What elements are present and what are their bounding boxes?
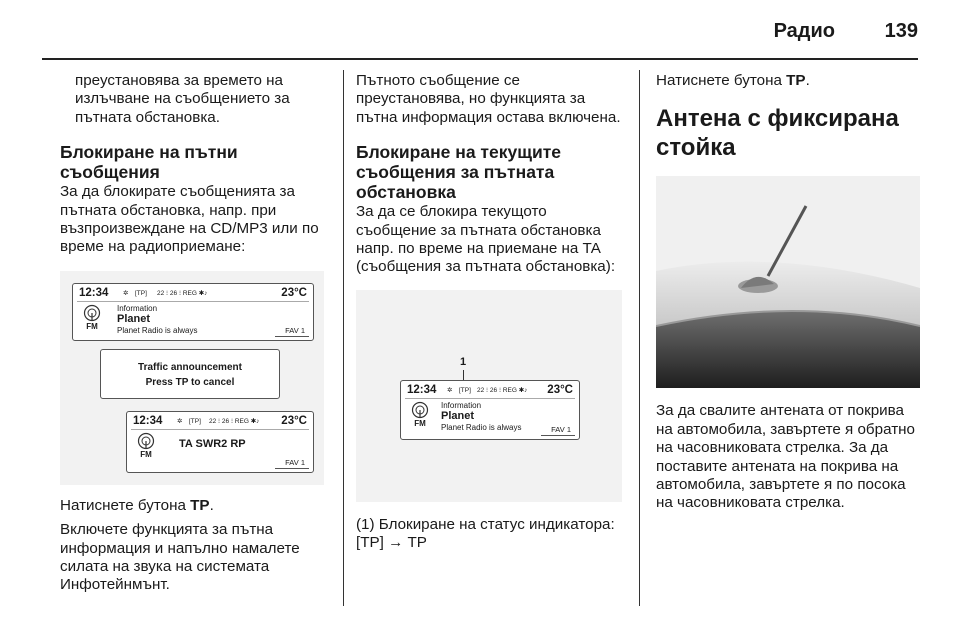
radio-icon bbox=[79, 304, 105, 334]
header-divider bbox=[42, 58, 918, 60]
popup-title: Traffic announcement bbox=[138, 361, 242, 373]
radio-icon bbox=[133, 432, 159, 462]
tp-indicator: [TP] bbox=[189, 417, 201, 425]
col2-intro: Пътното съобщение се преустановява, но функцията за пътна информация остава включена. bbox=[356, 72, 621, 126]
tp-key-label: TP bbox=[190, 496, 210, 514]
display-screen-1 bbox=[72, 283, 314, 341]
signal-icon: 22 ⁝ 26 ⁝ REG ✱♪ bbox=[157, 289, 208, 297]
fav-label: FAV 1 bbox=[275, 326, 309, 337]
clock-text: 12:34 bbox=[133, 414, 163, 427]
col1-body2: Включете функцията за пътна информация и напълно намалете силата на звука на системата Инфотейнмънт. bbox=[60, 521, 300, 594]
display-screen-2 bbox=[126, 411, 314, 473]
settings-icon: ✲ bbox=[177, 417, 183, 425]
band-label: FM bbox=[414, 418, 426, 428]
page-title: Радио bbox=[773, 20, 835, 42]
tp-indicator: [TP] bbox=[459, 386, 471, 394]
radio-text: Planet Radio is always bbox=[117, 325, 198, 335]
signal-icon: 22 ⁝ 26 ⁝ REG ✱♪ bbox=[477, 386, 528, 394]
col2-heading: Блокиране на текущите съобщения за пътната обстановка bbox=[356, 142, 562, 203]
clock-text: 12:34 bbox=[407, 383, 437, 396]
col3-heading: Антена с фиксирана стойка bbox=[656, 105, 899, 162]
popup-instruction: Press TP to cancel bbox=[145, 376, 235, 388]
settings-icon: ✲ bbox=[447, 386, 453, 394]
station-name: Planet bbox=[117, 312, 151, 325]
info-label: Information bbox=[441, 400, 482, 410]
station-name: TA SWR2 RP bbox=[179, 437, 246, 450]
temperature-text: 23°C bbox=[547, 383, 573, 396]
temperature-text: 23°C bbox=[281, 286, 307, 299]
page-header bbox=[0, 0, 960, 58]
settings-icon: ✲ bbox=[123, 289, 129, 297]
column-3 bbox=[656, 72, 922, 513]
status-bar bbox=[405, 383, 575, 399]
info-label: Information bbox=[117, 303, 158, 313]
page-number: 139 bbox=[884, 20, 918, 42]
callout-number: 1 bbox=[460, 355, 467, 368]
column-1 bbox=[60, 72, 326, 595]
traffic-figure bbox=[60, 271, 324, 485]
radio-icon bbox=[407, 401, 433, 431]
col1-body: За да блокирате съобщенията за пътната обстановка, напр. при възпроизвеждане на CD/MP3 или по време на радиоприемане: bbox=[60, 183, 319, 256]
col1-heading: Блокиране на пътни съобщения bbox=[60, 142, 238, 183]
clock-text: 12:34 bbox=[79, 286, 109, 299]
radio-text: Planet Radio is always bbox=[441, 422, 522, 432]
tp-key-label: TP bbox=[786, 72, 806, 89]
figure-caption: (1) Блокиране на статус индикатора: [TP] → TP bbox=[356, 515, 615, 552]
traffic-announcement-popup bbox=[100, 349, 280, 399]
antenna-photo bbox=[656, 176, 920, 388]
column-2 bbox=[356, 72, 626, 553]
fav-label: FAV 1 bbox=[275, 458, 309, 469]
col3-body: За да свалите антената от покрива на автомобила, завъртете я обратно на часовниковата стрелка. За да поставите антената на покрива на автомобила, завъртете я по посока на часовниковата стрелка. bbox=[656, 402, 915, 512]
display-screen bbox=[400, 380, 580, 440]
tp-status-figure bbox=[356, 290, 622, 502]
station-name: Planet bbox=[441, 409, 475, 422]
signal-icon: 22 ⁝ 26 ⁝ REG ✱♪ bbox=[209, 417, 260, 425]
col1-press-instruction: Натиснете бутона TP. bbox=[60, 496, 214, 514]
column-divider-2 bbox=[639, 70, 640, 606]
tp-indicator: [TP] bbox=[135, 289, 147, 297]
antenna-illustration bbox=[656, 176, 920, 388]
band-label: FM bbox=[86, 321, 98, 331]
status-bar bbox=[77, 286, 309, 302]
status-bar bbox=[131, 414, 309, 430]
temperature-text: 23°C bbox=[281, 414, 307, 427]
col1-intro: преустановява за времето на излъчване на съобщението за пътната обстановка. bbox=[75, 72, 290, 126]
col3-press-instruction: Натиснете бутона TP. bbox=[656, 72, 810, 89]
callout-line bbox=[463, 370, 464, 380]
band-label: FM bbox=[140, 449, 152, 459]
column-divider-1 bbox=[343, 70, 344, 606]
col2-body: За да се блокира текущото съобщение за пътната обстановка напр. по време на приемане на TA (съобщения за пътната обстановка): bbox=[356, 203, 616, 276]
fav-label: FAV 1 bbox=[541, 425, 575, 436]
